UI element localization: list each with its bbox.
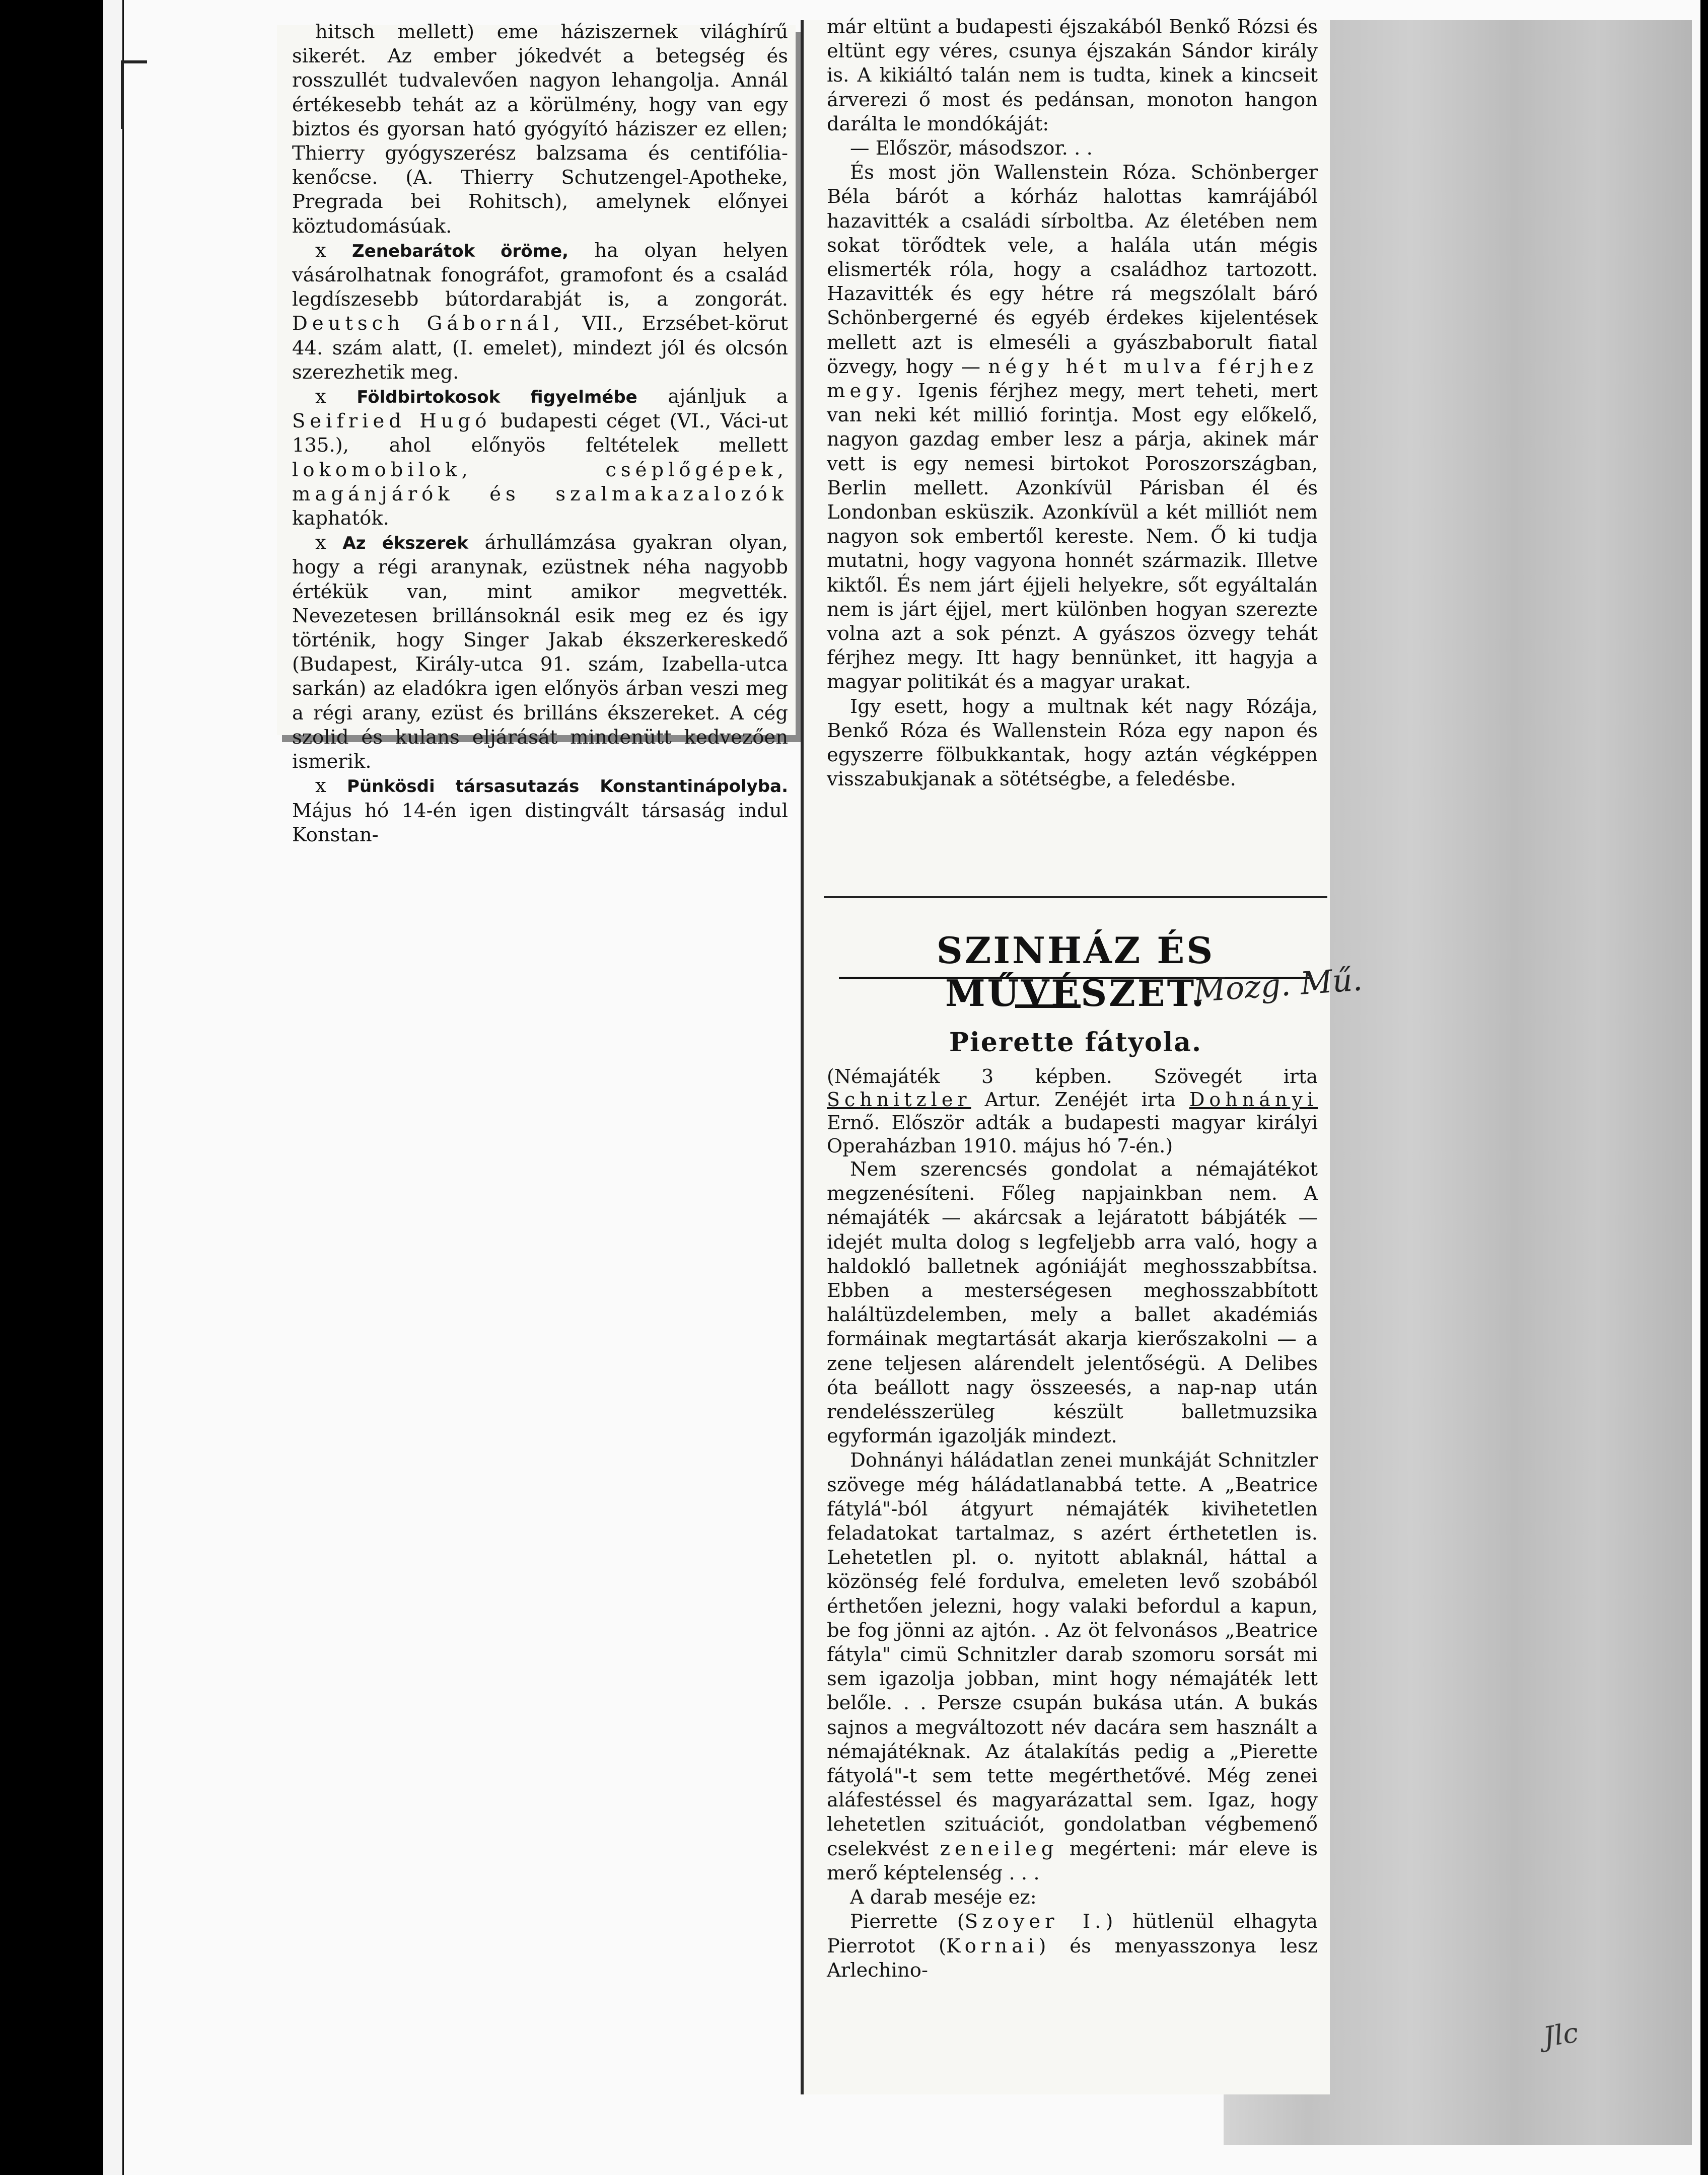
section-heading: SZINHÁZ ÉS MŰVÉSZET. [936,929,1215,1014]
paragraph-thierry: hitsch mellett) eme háziszernek világhírű sikerét. Az ember jókedvét a betegség és rosszullét tudvalevően nagyon lehangolja. Annál értékesebb tehát az a körülmény, hogy van egy biztos és gyorsan ható gyógyító háziszer ez ellen; Thierry gyógyszerész balzsama és centifólia-kenőcse. (A. Thierry Schutzengel-Apotheke, Pregrada bei Rohitsch), amelynek előnyei köztudomásúak. [292,21,788,238]
items-machines: lokomobilok, cséplőgépek, magánjárók és szalmakazalozók [292,458,788,505]
paragraph-dohnanyi [827,1448,1318,1886]
right-clipping [801,16,1330,2094]
text-zenebaratok-b: VII., Erzsébet-körut 44. szám alatt, (I. emelet), mindezt jól és olcsón szerezhetik meg. [292,312,788,384]
text-pierrette-c: ) és menyasszonya lesz Arlechino- [827,1934,1318,1982]
left-clipping [277,21,796,846]
composer-dohnanyi: Dohnányi [1189,1089,1318,1111]
text-wallenstein-b: Igenis férjhez megy, mert teheti, mert van neki két millió forintja. Most egy előkelő, nagyon gazdag ember lesz a párja, akinek már vett is egy nemesi birtokot Poroszországban, Berlin mellett. Azonkívül Párisban él és Londonban esküszik. Azonkívül a két milliót nem nagyon sok embertől kereste. Nem. Ő ki tudja mutatni, hogy vagyona honnét származik. Illetve kiktől. És nem járt éjjeli helyekre, sőt egyáltalán nem is járt éjjel, mert különben hogyan szerezte volna azt a sok pénzt. A gyászos özvegy tehát férjhez megy. Itt hagy bennünket, itt hagyja a magyar politikát és a magyar urakat. [827,380,1318,694]
text-wallenstein-a: És most jön Wallenstein Róza. Schönberger Béla bárót a kórház halottas kamrájából hazavitték a családi sírboltba. Az életében nem sokat törődtek vele, a halála után mégis elismerték róla, hogy a családhoz tartozott. Hazavitték és egy hétre rá megszólalt báró Schönbergerné és egyéb érdekes kijelentések mellett azt is elmeséli a gyászbaborult fiatal özvegy, hogy — [827,161,1318,378]
text-dohnanyi-a: Dohnányi háládatlan zenei munkáját Schnitzler szövege még háládatlanabbá tette. A „Beatrice fátylá"-ból átgyurt némajáték kivihetetlen feladatokat tartalmaz, s azért érthetetlen is. Lehetetlen pl. o. nyitott ablaknál, háttal a közönség felé fordulva, emeleten levő szobából érthetően jelezni, hogy valaki befordul a kapun, be fog jönni az ajtón. . Az öt felvonásos „Beatrice fátyla" cimü Schnitzler darab szomoru sorsát mi sem igazolja jobban, mint hogy némajáték lett belőle. . . Persze csupán bukása után. A bukás sajnos a megváltozott név dacára sem használt a némajátéknak. Az átalakítás pedig a „Pierette fátyolá"-t sem tette megérthetővé. Még zenei aláfestéssel és magyarázattal sem. Igaz, hogy lehetetlen szituációt, gondolatban végbemenő cselekvést [827,1449,1318,1860]
right-column-text [827,15,1318,792]
lead-foldbirtokosok: Földbirtokosok figyelmébe [357,387,637,408]
author-schnitzler: Schnitzler [827,1089,971,1111]
paragraph-auction-call: — Először, másodszor. . . [850,137,1093,160]
lead-zenebaratok: Zenebarátok öröme, [352,241,569,261]
text-pierrette-b: ) hütlenül elhagyta Pierrotot ( [827,1910,1318,1958]
text-foldbirtokosok-a: ajánljuk a [637,385,788,408]
lead-punkosdi: Pünkösdi társasutazás Konstantinápolyba. [347,776,788,797]
film-strip-edge [103,0,124,2175]
credits-text-b: Artur. Zenéjét irta [971,1089,1189,1111]
text-dohnanyi-b: megérteni: már eleve is merő képtelenség . . . [827,1837,1318,1884]
corner-mark [121,60,147,129]
lead-ekszerek: Az ékszerek [342,533,468,554]
text-punkosdi: Május hó 14-én igen distingvált társaság indul Konstan- [292,799,788,846]
paragraph-nemajatek: Nem szerencsés gondolat a némajátékot megzenésíteni. Főleg napjainkban nem. A némajáték — akárcsak a lejáratott bábjáték — idejét multa dolog s legfeljebb arra való, hogy a haldokló balletnek agóniáját meghosszabbítsa. Ebben a mesterségesen meghosszabbított haláltüzdelemben, mely a ballet akadémiás formáinak megtartását akarja kierőszakolni — a zene teljesen alárendelt jelentőségü. A Delibes óta beállott nagy összeesés, a nap-nap után rendelésszerüleg készült balletmuzsika egyformán igazolják mindezt. [827,1158,1318,1448]
paragraph-foldbirtokosok: x Földbirtokosok figyelmébe ajánljuk a Seifried Hugó budapesti céget (VI., Váci-ut 135.), ahol előnyös feltételek mellett lokomobilok, cséplőgépek, magánjárók és szalmakazalozók kaphatók. [292,385,788,530]
article-title: Pierette fátyola. [949,1027,1202,1058]
text-foldbirtokosok-b: budapesti céget (VI., Váci-ut 135.), ahol előnyös feltételek mellett [292,410,788,457]
paragraph-punkosdi: x Pünkösdi társasutazás Konstantinápolyba. Május hó 14-én igen distingvált társaság indul Konstan- [292,774,788,846]
paragraph-benko: már eltünt a budapesti éjszakából Benkő Rózsi és eltünt egy véres, csunya éjszakán Sándor király is. A kikiáltó talán nem is tudta, kinek a kincseit árverezi ő most és pedánsan, monoton hangon darálta le mondókáját: [827,16,1318,135]
section-rule [824,896,1327,898]
paragraph-ekszerek: x Az ékszerek árhullámzása gyakran olyan, hogy a régi aranynak, ezüstnek néha nagyobb értékük van, mint amikor megvették. Nevezetesen brillánsoknál esik meg ez és igy történik, hogy Singer Jakab ékszerkereskedő (Budapest, Király-utca 91. szám, Izabella-utca sarkán) az eladókra igen előnyös árban veszi meg a régi arany, ezüst és brilláns ékszereket. A cég szolid és kulans eljárását mindenütt kedvezően ismerik. [292,531,789,773]
paragraph-meseje: A darab meséje ez: [850,1886,1037,1909]
handwritten-note: Mozg. Mű. [1192,961,1364,1009]
paragraph-pierrette [827,1910,1318,1983]
spaced-zeneileg: zeneileg [940,1837,1058,1860]
title-dash [1015,1004,1081,1008]
pencil-mark: Jlc [1541,2016,1581,2053]
name-seifried: Seifried Hugó [292,410,491,433]
left-column-text [292,20,788,847]
text-zenebaratok-a: ha olyan helyen vásárolhatnak fonográfot, gramofont és a család legdíszesebb bútordarabját is, a zongorát. [292,239,789,311]
paragraph-zenebaratok: x Zenebarátok öröme, ha olyan helyen vásárolhatnak fonográfot, gramofont és a család legdíszesebb bútordarabját is, a zongorát. Deutsch Gábornál, VII., Erzsébet-körut 44. szám alatt, (I. emelet), mindezt jól és olcsón szerezhetik meg. [292,239,789,384]
spaced-negy-het: négy hét mulva férjhez megy. [827,355,1318,403]
article-body [827,1065,1318,1983]
text-ekszerek: árhullámzása gyakran olyan, hogy a régi aranynak, ezüstnek néha nagyobb értékük van, mint amikor megvették. Nevezetesen brillánsoknál esik meg ez és igy történik, hogy Singer Jakab ékszerkereskedő (Budapest, Király-utca 91. szám, Izabella-utca sarkán) az eladókra igen előnyös árban veszi meg a régi arany, ezüst és brilláns ékszereket. A cég szolid és kulans eljárását mindenütt kedvezően ismerik. [292,531,789,773]
name-szoyer: Szoyer I. [964,1910,1106,1933]
paragraph-rozak: Igy esett, hogy a multnak két nagy Rózája, Benkő Róza és Wallenstein Róza egy napon és egyszerre fölbukkantak, hogy aztán végképpen visszabukjanak a sötétségbe, a feledésbe. [827,695,1318,791]
credits-text-a: (Némajáték 3 képben. Szövegét irta [827,1065,1318,1088]
text-foldbirtokosok-c: kaphatók. [292,507,389,530]
paragraph-wallenstein [827,161,1318,694]
text-pierrette-a: Pierrette ( [850,1910,965,1933]
name-deutsch: Deutsch Gábornál, [292,312,564,335]
article-credits [827,1065,1318,1157]
credits-text-c: Ernő. Először adták a budapesti magyar királyi Operaházban 1910. május hó 7-én.) [827,1112,1318,1157]
name-kornai: Kornai [946,1934,1039,1958]
